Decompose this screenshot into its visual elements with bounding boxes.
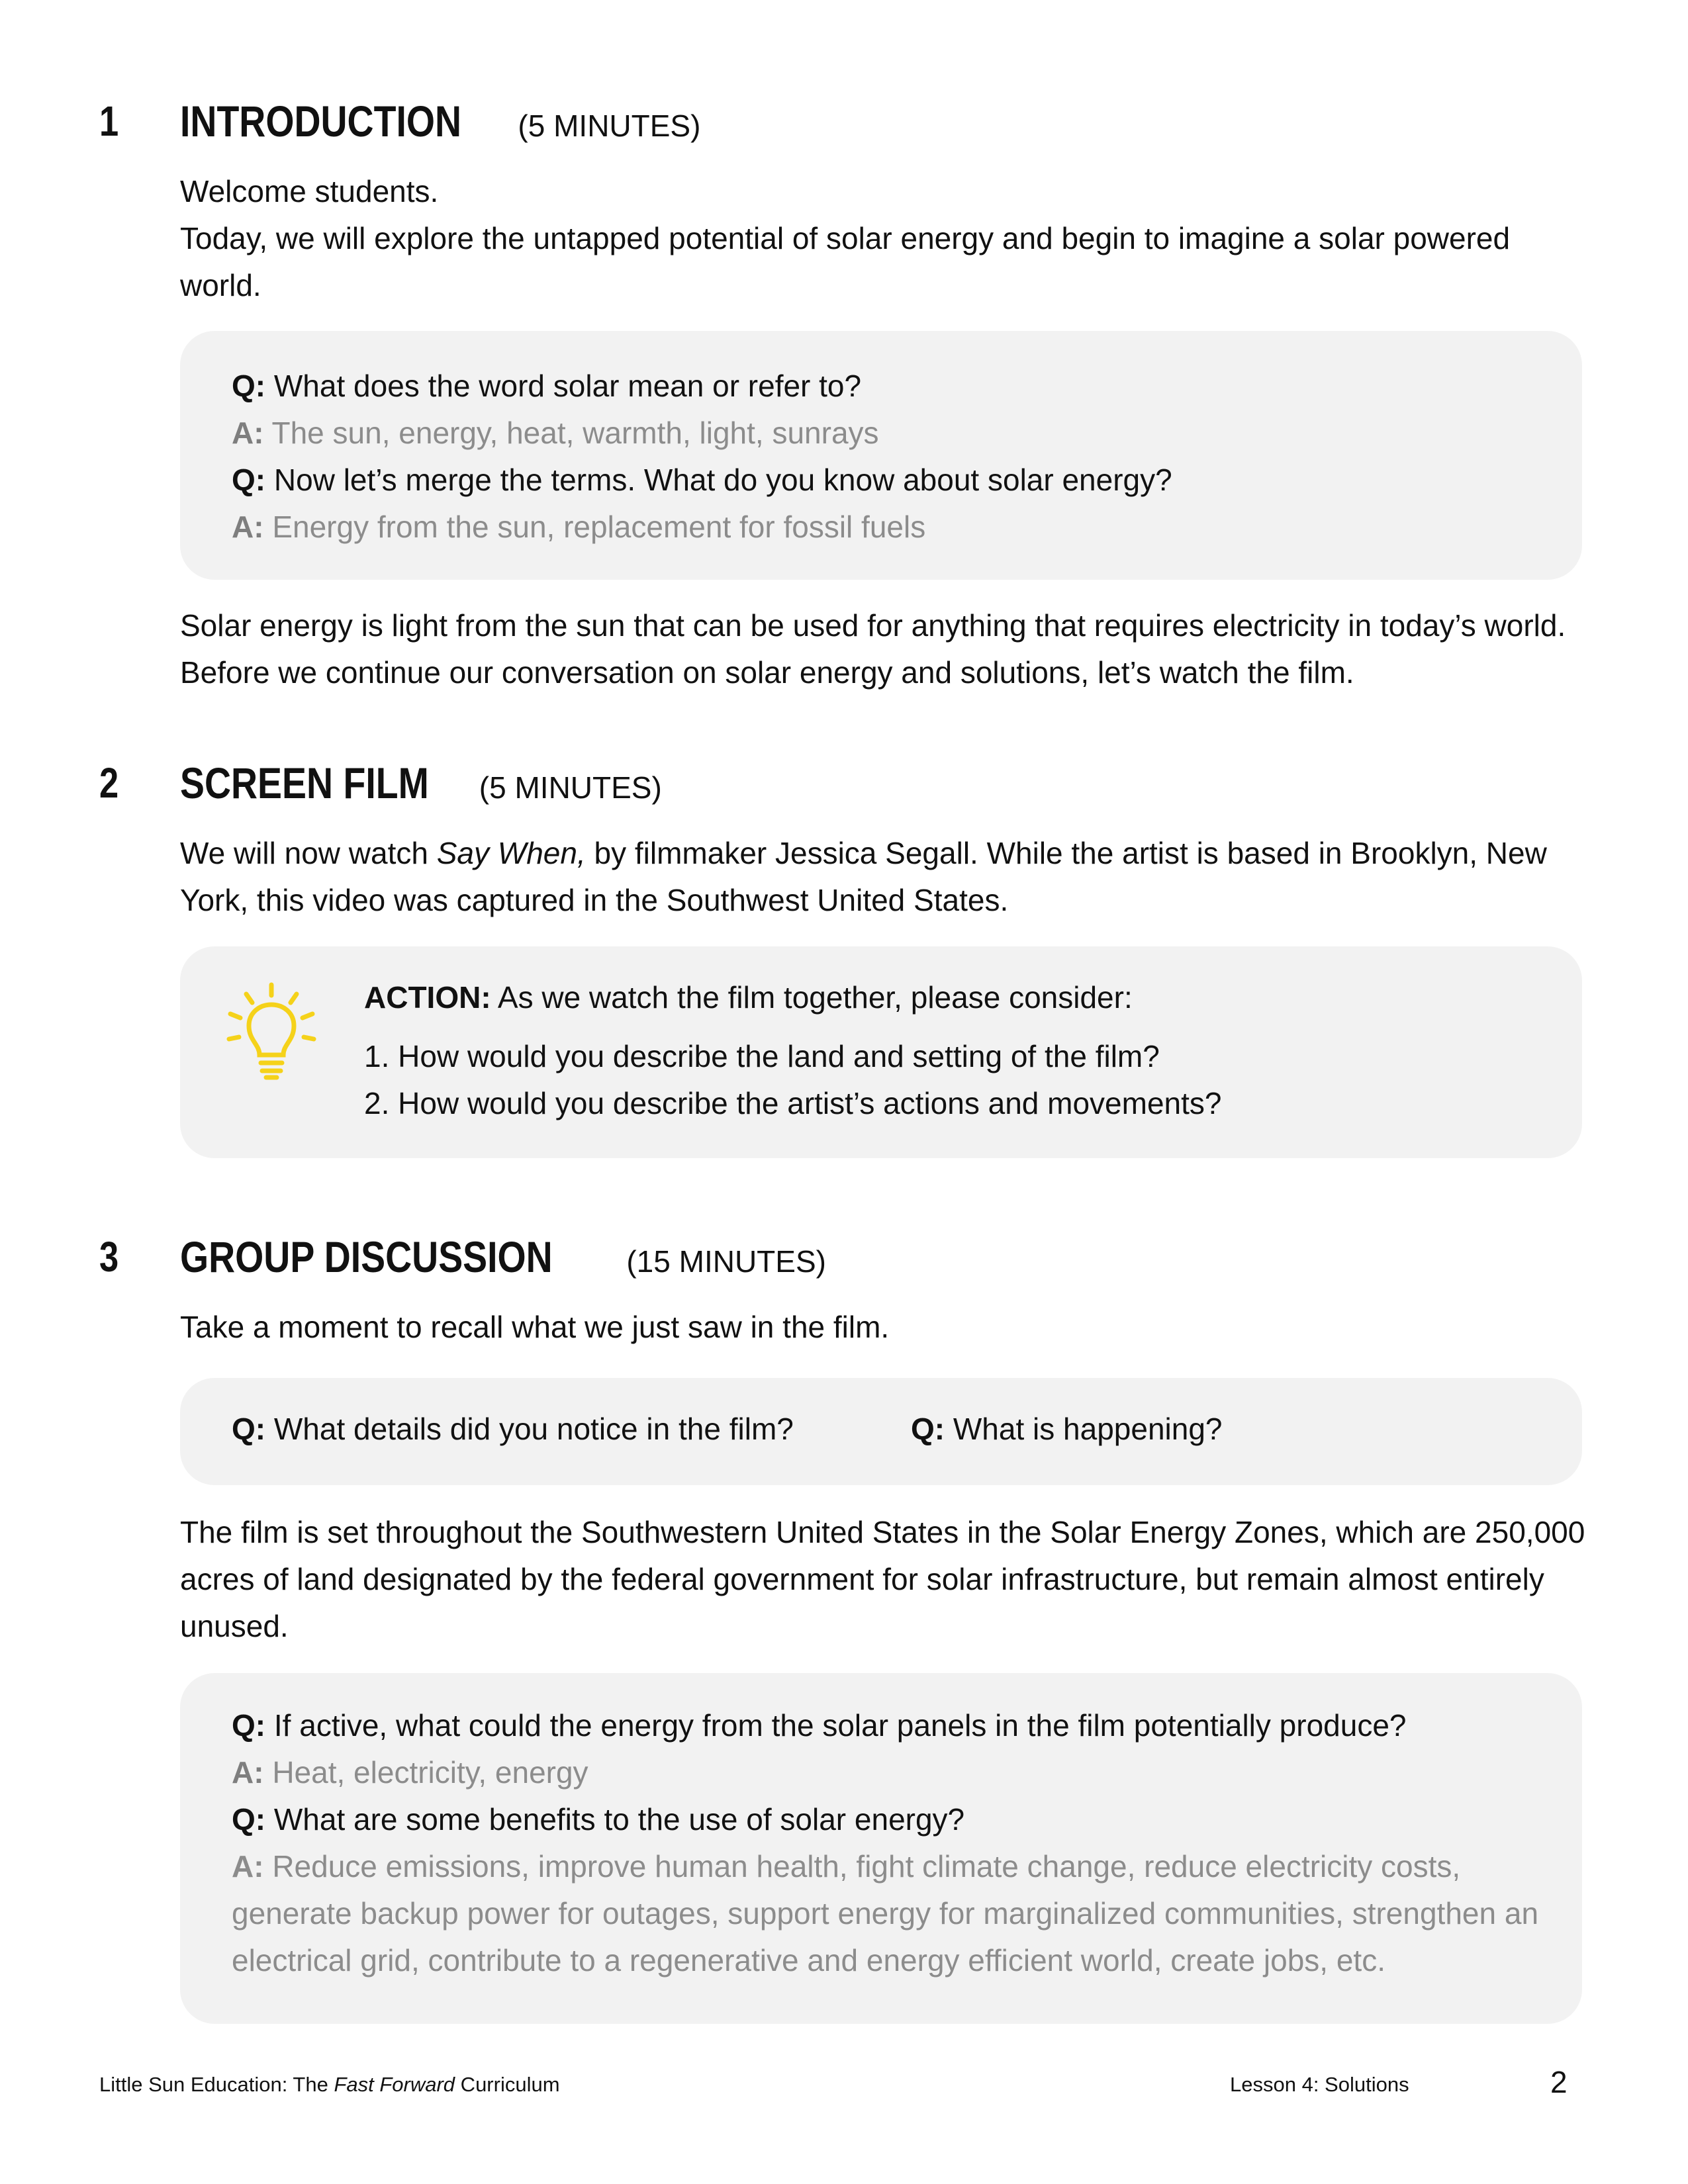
footer-curriculum-name: Fast Forward [334, 2073, 455, 2096]
qa-box-discussion [180, 1673, 1582, 2024]
qa-box-intro [180, 331, 1582, 580]
intro-paragraph [180, 168, 1590, 309]
action-item-2: 2. How would you describe the artist’s actions and movements? [364, 1086, 1222, 1120]
action-prompt: ACTION: As we watch the film together, please consider: [364, 980, 1133, 1015]
lightbulb-icon [225, 981, 318, 1080]
section-title-group-discussion [180, 1231, 826, 1295]
section-title-screen-film [180, 757, 662, 821]
answer-2: A: Energy from the sun, replacement for fossil fuels [232, 510, 926, 544]
section-title-introduction [180, 95, 700, 159]
inline-question-1: Q: What details did you notice in the film? [232, 1412, 794, 1446]
question-3: Q: If active, what could the energy from the solar panels in the film potentially produce? [232, 1708, 1407, 1743]
solar-zones-paragraph: The film is set throughout the Southwestern United States in the Solar Energy Zones, which are 250,000 acres of land designated by the federal government for solar infrastructure, but remain almost entirely unused. [180, 1515, 1585, 1643]
action-box [180, 946, 1582, 1158]
section-heading: SCREEN FILM [180, 758, 429, 807]
answer-1: A: The sun, energy, heat, warmth, light, sunrays [232, 416, 879, 450]
section-number-2: 2 [99, 759, 119, 807]
question-1: Q: What does the word solar mean or refer to? [232, 369, 862, 403]
footer-curriculum: Little Sun Education: The Fast Forward Curriculum [99, 2073, 560, 2096]
section-duration: (15 MINUTES) [626, 1244, 826, 1279]
footer-lesson-label: Lesson 4: [1230, 2073, 1319, 2096]
today-line: Today, we will explore the untapped potential of solar energy and begin to imagine a solar powered world. [180, 221, 1511, 302]
section-heading: GROUP DISCUSSION [180, 1232, 553, 1281]
action-item-1: 1. How would you describe the land and setting of the film? [364, 1039, 1160, 1073]
film-intro-paragraph: We will now watch Say When, by filmmaker Jessica Segall. While the artist is based in Brooklyn, New York, this video was captured in the Southwest United States. [180, 836, 1547, 917]
recall-paragraph: Take a moment to recall what we just saw in the film. [180, 1310, 890, 1344]
question-2: Q: Now let’s merge the terms. What do you know about solar energy? [232, 463, 1172, 497]
section-number-3: 3 [99, 1233, 119, 1281]
qa-box-inline [180, 1378, 1582, 1485]
footer-lesson-name: Solutions [1319, 2073, 1409, 2096]
section-duration: (5 MINUTES) [479, 770, 662, 805]
section-number-1: 1 [99, 97, 119, 145]
answer-4: A: Reduce emissions, improve human health, fight climate change, reduce electricity costs, generate backup power for outages, support energy for marginalized communities, strengthen an electrical grid, contribute to a regenerative and energy efficient world, create jobs, etc. [232, 1849, 1539, 1978]
footer-lesson [1230, 2071, 1409, 2098]
action-content [364, 974, 1222, 1127]
film-title: Say When, [436, 836, 586, 870]
section-heading: INTRODUCTION [180, 97, 462, 146]
section-duration: (5 MINUTES) [518, 109, 701, 143]
answer-3: A: Heat, electricity, energy [232, 1755, 588, 1790]
welcome-line: Welcome students. [180, 174, 439, 208]
page-number: 2 [1550, 2065, 1568, 2099]
footer-brand: Little Sun Education: [99, 2073, 288, 2096]
inline-question-2: Q: What is happening? [911, 1412, 1223, 1446]
question-4: Q: What are some benefits to the use of solar energy? [232, 1802, 965, 1837]
solar-definition-paragraph: Solar energy is light from the sun that can be used for anything that requires electricity in today’s world. Before we continue our conversation on solar energy and solutions, let’s watch the film. [180, 608, 1566, 690]
